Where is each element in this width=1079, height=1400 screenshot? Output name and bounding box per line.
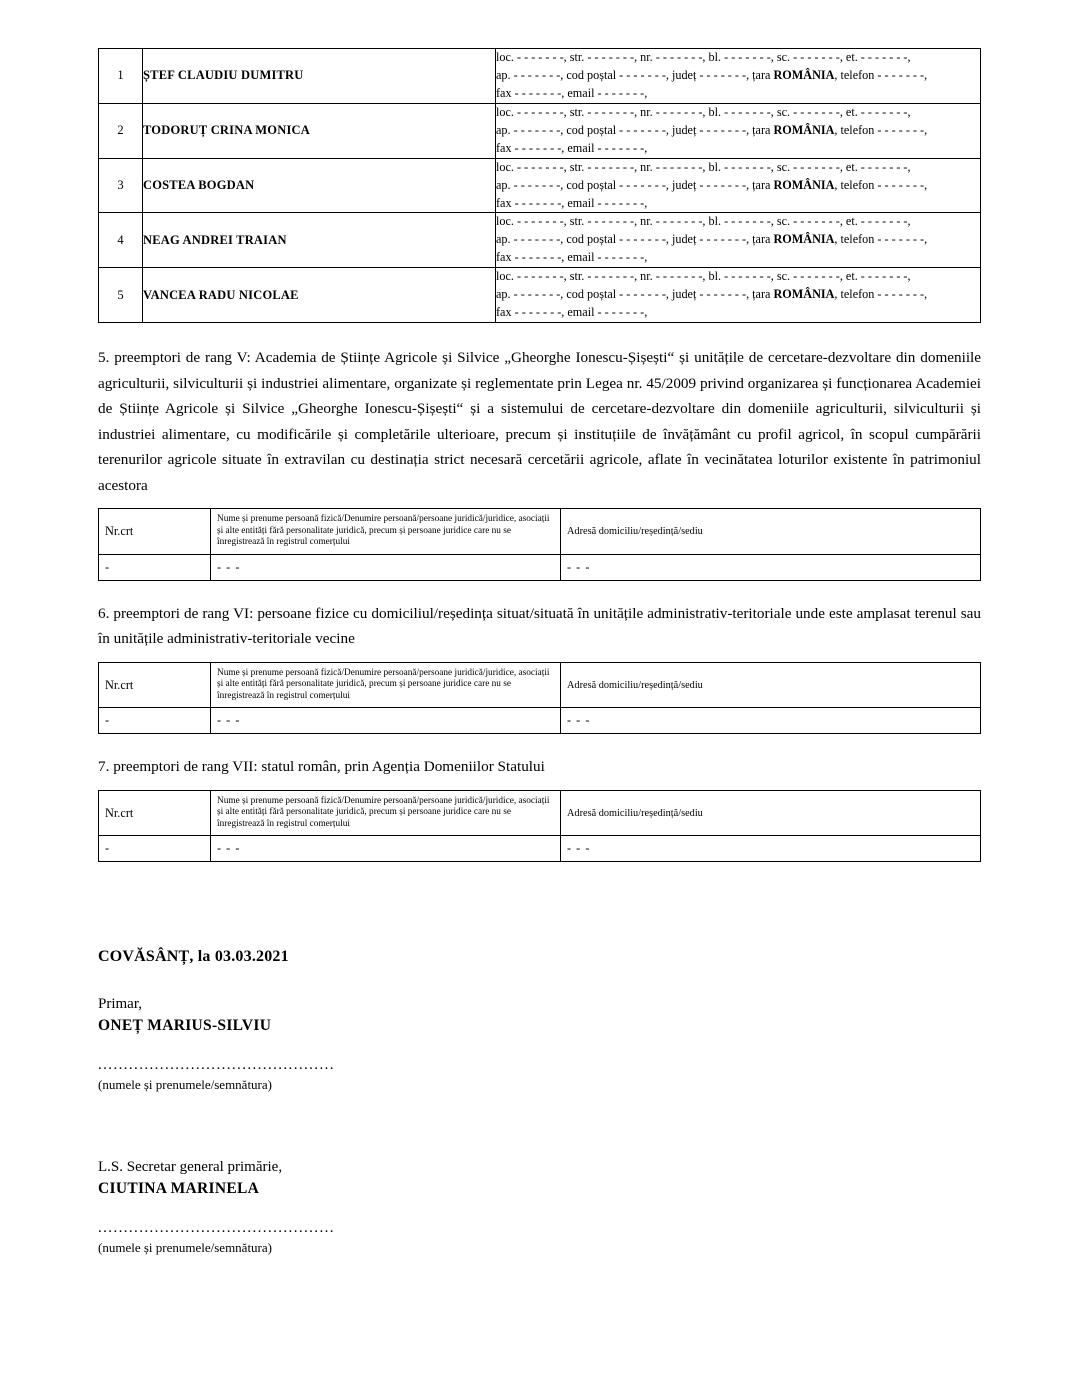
cell-address: - - -: [561, 554, 981, 580]
address-line-2: [496, 67, 980, 85]
address-line-2-post: , telefon - - - - - - -,: [834, 287, 928, 302]
cell-name: - - -: [211, 708, 561, 734]
signature-line-secretary: ..............................................: [98, 1220, 335, 1237]
row-person-name: TODORUȚ CRINA MONICA: [143, 103, 496, 158]
country-name: ROMÂNIA: [773, 122, 835, 137]
table-header-row: [99, 662, 981, 708]
table-row: [99, 836, 981, 862]
address-line-2: [496, 122, 980, 140]
row-address: [496, 49, 981, 104]
rank-6-table: [98, 662, 981, 735]
header-address: Adresă domiciliu/reședință/sediu: [561, 662, 981, 708]
table-row: [99, 49, 981, 104]
table-row: [99, 158, 981, 213]
country-name: ROMÂNIA: [773, 177, 835, 192]
address-line-1: loc. - - - - - - -, str. - - - - - - -, nr. - - - - - - -, bl. - - - - - - -, sc. - - - - - - -, et. - - - - - - -,: [496, 50, 911, 64]
row-address: [496, 213, 981, 268]
rank-7-table: [98, 790, 981, 863]
header-nr-crt: Nr.crt: [99, 662, 211, 708]
address-line-1: loc. - - - - - - -, str. - - - - - - -, nr. - - - - - - -, bl. - - - - - - -, sc. - - - - - - -, et. - - - - - - -,: [496, 104, 911, 119]
address-line-2-post: , telefon - - - - - - -,: [834, 177, 928, 192]
table-header-row: [99, 509, 981, 555]
header-nr-crt: Nr.crt: [99, 509, 211, 555]
signature-caption-secretary: (numele și prenumele/semnătura): [98, 1240, 272, 1256]
address-line-2-pre: ap. - - - - - - -, cod poștal - - - - - - -, județ - - - - - - -, țara: [496, 67, 774, 82]
cell-address: - - -: [561, 708, 981, 734]
preemptors-rank-iv-table: [98, 48, 981, 323]
address-line-3: fax - - - - - - -, email - - - - - - -,: [496, 85, 648, 100]
address-line-3: fax - - - - - - -, email - - - - - - -,: [496, 140, 648, 155]
address-line-2: [496, 286, 980, 304]
header-address: Adresă domiciliu/reședință/sediu: [561, 509, 981, 555]
table-header-row: [99, 790, 981, 836]
address-line-1: loc. - - - - - - -, str. - - - - - - -, nr. - - - - - - -, bl. - - - - - - -, sc. - - - - - - -, et. - - - - - - -,: [496, 269, 911, 284]
signature-line-mayor: ..............................................: [98, 1057, 335, 1074]
rank-6-table-body: [99, 662, 981, 734]
signature-caption-mayor: (numele și prenumele/semnătura): [98, 1077, 272, 1093]
address-line-2-post: , telefon - - - - - - -,: [834, 232, 928, 247]
cell-nr-crt: -: [99, 836, 211, 862]
secretary-signature-block: [98, 1159, 981, 1256]
persons-table-body: [99, 49, 981, 323]
cell-name: - - -: [211, 836, 561, 862]
address-line-2: [496, 231, 980, 249]
rank-5-paragraph: 5. preemptori de rang V: Academia de Științe Agricole și Silvice „Gheorghe Ionescu-Șișești“ și unitățile de cercetare-dezvoltare din domeniile agriculturii, silviculturii și industriei alimentare, organizate și reglementate prin Legea nr. 45/2009 privind organizarea și funcționarea Academiei de Științe Agricole și Silvice „Gheorghe Ionescu-Șișești“ și a sistemului de cercetare-dezvoltare din domeniile agriculturii, silviculturii și industriei alimentare, cu modificările și completările ulterioare, precum și instituțiile de învățământ cu profil agricol, în scopul cumpărării terenurilor agricole situate în extravilan cu destinația strict necesară cercetării agricole, aflate în vecinătatea loturilor existente în patrimoniul acestora: [98, 349, 981, 494]
header-name: Nume și prenume persoană fizică/Denumire persoană/persoane juridică/juridice, asociații și alte entități fără personalitate juridică, precum și persoane juridice care nu se înregistrează în registrul comerțului: [211, 662, 561, 708]
row-person-name: VANCEA RADU NICOLAE: [143, 268, 496, 323]
place-and-date: COVĂSÂNȚ, la 03.03.2021: [98, 948, 289, 966]
secretary-role-label: L.S. Secretar general primărie,: [98, 1159, 283, 1176]
address-line-2-post: , telefon - - - - - - -,: [834, 67, 928, 82]
address-line-1: loc. - - - - - - -, str. - - - - - - -, nr. - - - - - - -, bl. - - - - - - -, sc. - - - - - - -, et. - - - - - - -,: [496, 159, 911, 174]
country-name: ROMÂNIA: [773, 287, 835, 302]
table-row: [99, 103, 981, 158]
row-person-name: ȘTEF CLAUDIU DUMITRU: [143, 49, 496, 104]
address-line-2-post: , telefon - - - - - - -,: [834, 122, 928, 137]
row-number: 1: [99, 49, 143, 104]
address-line-3: fax - - - - - - -, email - - - - - - -,: [496, 195, 648, 210]
rank-5-table-body: [99, 509, 981, 581]
cell-address: - - -: [561, 836, 981, 862]
table-row: [99, 213, 981, 268]
table-row: [99, 268, 981, 323]
cell-name: - - -: [211, 554, 561, 580]
header-name: Nume și prenume persoană fizică/Denumire persoană/persoane juridică/juridice, asociații și alte entități fără personalitate juridică, precum și persoane juridice care nu se înregistrează în registrul comerțului: [211, 790, 561, 836]
table-row: [99, 708, 981, 734]
row-number: 4: [99, 213, 143, 268]
address-line-2-pre: ap. - - - - - - -, cod poștal - - - - - - -, județ - - - - - - -, țara: [496, 122, 774, 137]
signature-section: [98, 948, 981, 1256]
address-line-2-pre: ap. - - - - - - -, cod poștal - - - - - - -, județ - - - - - - -, țara: [496, 287, 774, 302]
header-nr-crt: Nr.crt: [99, 790, 211, 836]
cell-nr-crt: -: [99, 708, 211, 734]
address-line-3: fax - - - - - - -, email - - - - - - -,: [496, 305, 648, 320]
rank-6-paragraph: 6. preemptori de rang VI: persoane fizice cu domiciliul/reședința situat/situată în unitățile administrativ-teritoriale unde este amplasat terenul sau în unitățile administrativ-teritoriale vecine: [98, 604, 981, 648]
row-number: 3: [99, 158, 143, 213]
row-address: [496, 268, 981, 323]
secretary-name: CIUTINA MARINELA: [98, 1180, 260, 1198]
header-address: Adresă domiciliu/reședință/sediu: [561, 790, 981, 836]
address-line-2-pre: ap. - - - - - - -, cod poștal - - - - - - -, județ - - - - - - -, țara: [496, 177, 774, 192]
table-row: [99, 554, 981, 580]
row-number: 2: [99, 103, 143, 158]
address-line-2-pre: ap. - - - - - - -, cod poștal - - - - - - -, județ - - - - - - -, țara: [496, 232, 774, 247]
row-person-name: NEAG ANDREI TRAIAN: [143, 213, 496, 268]
row-number: 5: [99, 268, 143, 323]
mayor-role-label: Primar,: [98, 996, 142, 1013]
rank-7-paragraph: 7. preemptori de rang VII: statul român, prin Agenția Domeniilor Statului: [98, 758, 545, 776]
address-line-1: loc. - - - - - - -, str. - - - - - - -, nr. - - - - - - -, bl. - - - - - - -, sc. - - - - - - -, et. - - - - - - -,: [496, 214, 911, 229]
row-address: [496, 158, 981, 213]
rank-7-table-body: [99, 790, 981, 862]
row-person-name: COSTEA BOGDAN: [143, 158, 496, 213]
address-line-2: [496, 177, 980, 195]
row-address: [496, 103, 981, 158]
cell-nr-crt: -: [99, 554, 211, 580]
country-name: ROMÂNIA: [773, 67, 835, 82]
mayor-name: ONEȚ MARIUS-SILVIU: [98, 1017, 272, 1035]
rank-5-table: [98, 508, 981, 581]
header-name: Nume și prenume persoană fizică/Denumire persoană/persoane juridică/juridice, asociații și alte entități fără personalitate juridică, precum și persoane juridice care nu se înregistrează în registrul comerțului: [211, 509, 561, 555]
country-name: ROMÂNIA: [773, 232, 835, 247]
address-line-3: fax - - - - - - -, email - - - - - - -,: [496, 250, 648, 265]
mayor-signature-block: [98, 996, 981, 1093]
